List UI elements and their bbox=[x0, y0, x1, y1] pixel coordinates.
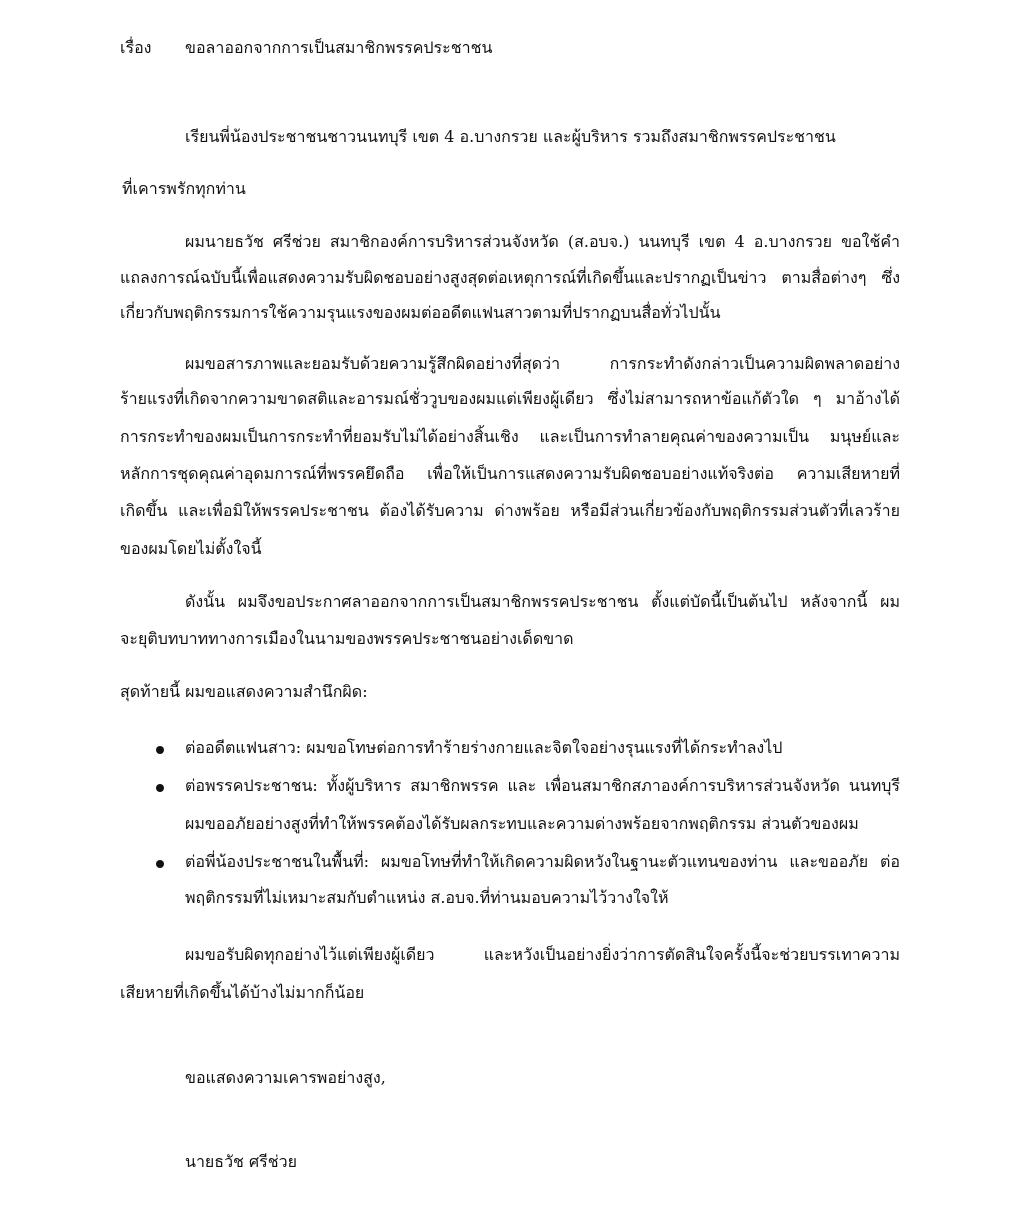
paragraph-1-line: เกี่ยวกับพฤติกรรมการใช้ความรุนแรงของผมต่ออดีตแฟนสาวตามที่ปรากฏบนสื่อทั่วไปนั้น bbox=[120, 303, 721, 322]
bullet-dot bbox=[156, 746, 164, 754]
salutation-line-1: เรียนพี่น้องประชาชนชาวนนทบุรี เขต 4 อ.บางกรวย และผู้บริหาร รวมถึงสมาชิกพรรคประชาชน bbox=[185, 127, 836, 146]
paragraph-1-line: แถลงการณ์ฉบับนี้เพื่อแสดงความรับผิดชอบอย่างสูงสุดต่อเหตุการณ์ที่เกิดขึ้นและปรากฏเป็นข่าว ตามสื่อต่างๆ ซึ่ง bbox=[120, 268, 900, 287]
salutation-line-2: ที่เคารพรักทุกท่าน bbox=[122, 179, 246, 198]
paragraph-2-line: การกระทำของผมเป็นการกระทำที่ยอมรับไม่ได้อย่างสิ้นเชิง และเป็นการทำลายคุณค่าของความเป็น มนุษย์และ bbox=[120, 427, 900, 446]
paragraph-4-line: ผมขอรับผิดทุกอย่างไว้แต่เพียงผู้เดียว และหวังเป็นอย่างยิ่งว่าการตัดสินใจครั้งนี้จะช่วยบรรเทาความ bbox=[185, 945, 900, 964]
apology-intro: สุดท้ายนี้ ผมขอแสดงความสำนึกผิด: bbox=[120, 682, 368, 701]
bullet-item-line: ผมขออภัยอย่างสูงที่ทำให้พรรคต้องได้รับผลกระทบและความด่างพร้อยจากพฤติกรรม ส่วนตัวของผม bbox=[185, 814, 859, 833]
paragraph-3-line: ดังนั้น ผมจึงขอประกาศลาออกจากการเป็นสมาชิกพรรคประชาชน ตั้งแต่บัดนี้เป็นต้นไป หลังจากนี้ ผม bbox=[185, 592, 900, 611]
signature-name: นายธวัช ศรีช่วย bbox=[185, 1152, 297, 1171]
bullet-item-line: ต่อพรรคประชาชน: ทั้งผู้บริหาร สมาชิกพรรค และ เพื่อนสมาชิกสภาองค์การบริหารส่วนจังหวัด นนทบุรี bbox=[185, 776, 900, 795]
closing-salutation: ขอแสดงความเคารพอย่างสูง, bbox=[185, 1068, 386, 1087]
paragraph-4-line: เสียหายที่เกิดขึ้นได้บ้างไม่มากก็น้อย bbox=[120, 983, 365, 1002]
paragraph-2-line: ผมขอสารภาพและยอมรับด้วยความรู้สึกผิดอย่างที่สุดว่า การกระทำดังกล่าวเป็นความผิดพลาดอย่าง bbox=[185, 354, 900, 373]
bullet-item-line: พฤติกรรมที่ไม่เหมาะสมกับตำแหน่ง ส.อบจ.ที่ท่านมอบความไว้วางใจให้ bbox=[185, 888, 669, 907]
subject-text: ขอลาออกจากการเป็นสมาชิกพรรคประชาชน bbox=[185, 38, 493, 57]
paragraph-1-line: ผมนายธวัช ศรีช่วย สมาชิกองค์การบริหารส่วนจังหวัด (ส.อบจ.) นนทบุรี เขต 4 อ.บางกรวย ขอใช้คำ bbox=[185, 232, 900, 251]
paragraph-2-line: ของผมโดยไม่ตั้งใจนี้ bbox=[120, 539, 262, 558]
paragraph-2-line: หลักการชุดคุณค่าอุดมการณ์ที่พรรคยึดถือ เพื่อให้เป็นการแสดงความรับผิดชอบอย่างแท้จริงต่อ ความเสียหายที่ bbox=[120, 464, 900, 483]
paragraph-2-line: เกิดขึ้น และเพื่อมิให้พรรคประชาชน ต้องได้รับความ ด่างพร้อย หรือมีส่วนเกี่ยวข้องกับพฤติกรรมส่วนตัวที่เลวร้าย bbox=[120, 501, 900, 520]
paragraph-2-line: ร้ายแรงที่เกิดจากความขาดสติและอารมณ์ชั่ววูบของผมแต่เพียงผู้เดียว ซึ่งไม่สามารถหาข้อแก้ตัวใด ๆ มาอ้างได้ bbox=[120, 389, 900, 408]
bullet-dot bbox=[156, 860, 164, 868]
paragraph-3-line: จะยุติบทบาททางการเมืองในนามของพรรคประชาชนอย่างเด็ดขาด bbox=[120, 629, 574, 648]
bullet-item-line: ต่ออดีตแฟนสาว: ผมขอโทษต่อการทำร้ายร่างกายและจิตใจอย่างรุนแรงที่ได้กระทำลงไป bbox=[185, 738, 783, 757]
bullet-item-line: ต่อพี่น้องประชาชนในพื้นที่: ผมขอโทษที่ทำให้เกิดความผิดหวังในฐานะตัวแทนของท่าน และขออภัย ต่อ bbox=[185, 852, 900, 871]
bullet-dot bbox=[156, 784, 164, 792]
subject-label: เรื่อง bbox=[120, 38, 152, 57]
